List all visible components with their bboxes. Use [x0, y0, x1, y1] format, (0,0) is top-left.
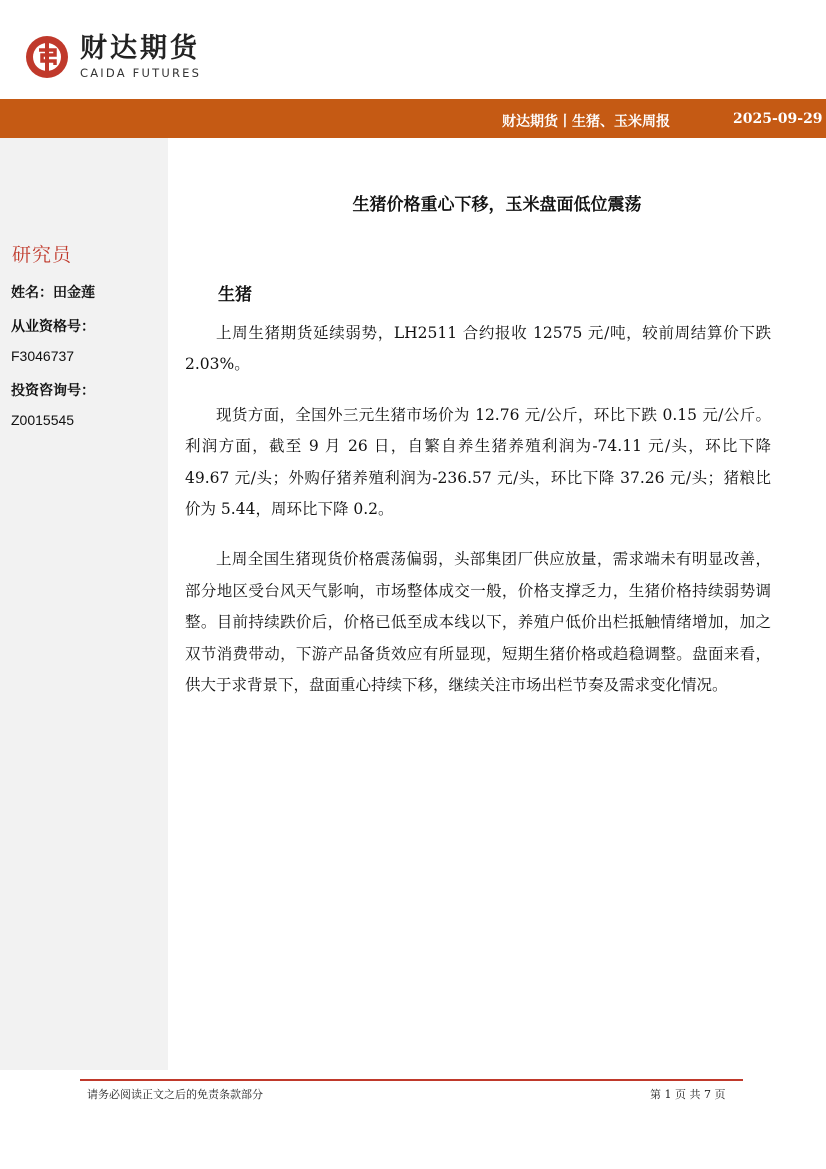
breadcrumb: 财达期货丨生猪、玉米周报 [502, 114, 670, 130]
brand-name-cn: 财达期货 [80, 33, 200, 64]
header-bar [0, 99, 826, 138]
report-title: 生猪价格重心下移，玉米盘面低位震荡 [352, 195, 642, 215]
researcher-name: 姓名：田金莲 [11, 285, 95, 301]
footer-divider [80, 1079, 743, 1081]
qualification-id: F3046737 [11, 348, 75, 364]
page-number: 第 1 页 共 7 页 [650, 1088, 726, 1101]
footer-disclaimer: 请务必阅读正文之后的免责条款部分 [87, 1088, 263, 1101]
paragraph: 上周生猪期货延续弱势，LH2511 合约报收 12575 元/吨，较前周结算价下跌 2.03%。 [185, 324, 771, 374]
qualification-label: 从业资格号： [11, 319, 95, 335]
consult-id: Z0015545 [11, 412, 75, 428]
researcher-title: 研究员 [12, 244, 73, 266]
report-body [185, 318, 771, 720]
report-date: 2025-09-29 [733, 111, 823, 127]
caida-logo-icon [24, 34, 70, 80]
consult-label: 投资咨询号： [11, 383, 95, 399]
paragraph: 上周全国生猪现货价格震荡偏弱，头部集团厂供应放量，需求端未有明显改善，部分地区受台风天气影响，市场整体成交一般，价格支撑乏力，生猪价格持续弱势调整。目前持续跌价后，价格已低至成本线以下，养殖户低价出栏抵触情绪增加，加之双节消费带动，下游产品备货效应有所显现，短期生猪价格或趋稳调整。盘面来看，供大于求背景下，盘面重心持续下移，继续关注市场出栏节奏及需求变化情况。 [185, 550, 771, 695]
company-logo [24, 34, 201, 80]
section-title: 生猪 [218, 285, 252, 305]
paragraph: 现货方面，全国外三元生猪市场价为 12.76 元/公斤，环比下跌 0.15 元/公斤。利润方面，截至 9 月 26 日，自繁自养生猪养殖利润为-74.11 元/头，环比下降 49.67 元/头；外购仔猪养殖利润为-236.57 元/头，环比下降 37.26 元/头；猪粮比价为 5.44，周环比下降 0.2。 [185, 405, 771, 519]
sidebar [0, 138, 168, 1070]
brand-name-en: CAIDA FUTURES [80, 66, 202, 80]
